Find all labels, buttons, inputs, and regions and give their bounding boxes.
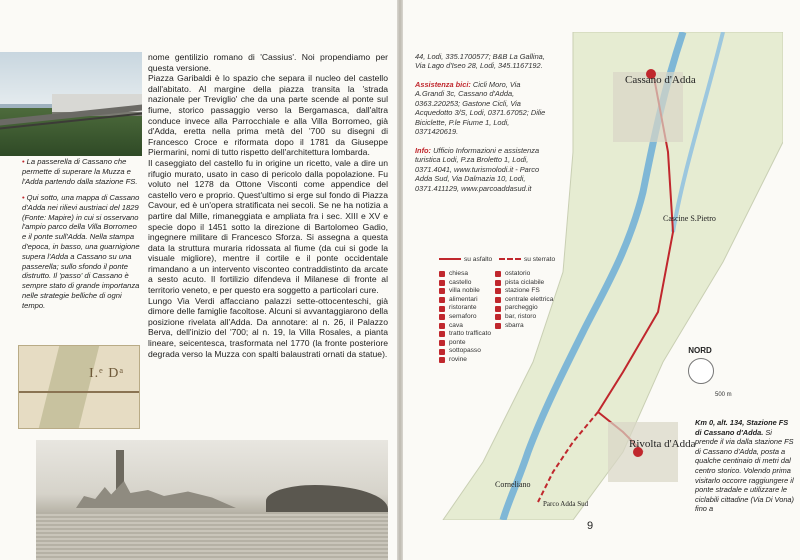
power-plant-icon xyxy=(495,297,501,303)
traffic-light-icon xyxy=(439,314,445,320)
tourist-info: Info: Ufficio Informazioni e assistenza turistica Lodi, P.za Broletto 1, Lodi, 0371.4041, www.turismolodi.it - Parco Adda Sud, Via Dalmazia 10, Lodi, 0371.411129, www.parcoaddasud.it xyxy=(415,146,540,193)
paragraph: Lungo Via Verdi affacciano palazzi sette-ottocenteschi, già dimore delle famiglie facoltose. Alcuni si avvantaggiarono della posizione rivelata all'Adda. Da annotare: al n. 26, il Palazzo Berva, dell'inizio del '700; al n. 19, la Villa Rosales, a pianta lineare, seicentesca, trasformata nel 1770 (la fronte posteriore degrada verso la Muzza con spalti balaustrati ornati da statue). xyxy=(148,295,388,359)
barrier-icon xyxy=(495,323,501,329)
bike-path-icon xyxy=(495,280,501,286)
town-label-corneliano: Corneliano xyxy=(495,480,531,489)
bullet-icon: • xyxy=(22,193,25,202)
historic-map-label: I.ᵉ Dᵃ xyxy=(89,366,125,381)
bridge-photo xyxy=(0,52,142,156)
left-page xyxy=(0,0,397,560)
paragraph: nome gentilizio romano di 'Cassius'. Noi propendiamo per questa versione. xyxy=(148,52,388,73)
paragraph: Piazza Garibaldi è lo spazio che separa il nucleo del castello dall'abitato. Al margine della piazza transita la 'strada nazionale per Treviglio' che da una parte scende al ponte sul fiume, storico passaggio verso la Bergamasca, dall'altra conduce invece alla Parrocchiale e alla Villa Borromeo, già d'Adda, eretta nella prima metà del '700 su disegni di Francesco Croce e riformata dopo il 1781 da Giuseppe Piermarini, nomi di tutto rispetto dell'architettura lombarda. xyxy=(148,73,388,158)
legend-solid: su asfalto xyxy=(439,256,492,265)
bar-icon xyxy=(495,314,501,320)
underpass-icon xyxy=(439,349,445,355)
parking-icon xyxy=(495,306,501,312)
legend-column-b: ostatorio pista ciclabile stazione FS centrale elettrica parcheggio bar, ristoro sbarra xyxy=(495,270,553,330)
bike-assistance-info: Assistenza bici: Cicli Moro, Via A.Grandi 3c, Cassano d'Adda, 0363.220253; Gastone Cicli, Via Acquedotto 3/S, Lodi, 0371.67052; Dilie Biciclette, P.le Fiume 1, Lodi, 0371420619. xyxy=(415,80,546,137)
historic-map-image xyxy=(18,345,140,429)
legend-dashed: su sterrato xyxy=(499,256,555,265)
town-label-rivolta: Rivolta d'Adda xyxy=(629,438,696,450)
grocery-icon xyxy=(439,297,445,303)
accommodation-info: 44, Lodi, 335.1700577; B&B La Gallina, Via Lago d'Iseo 28, Lodi, 345.1167192. xyxy=(415,52,545,71)
historic-engraving-image xyxy=(36,440,388,560)
town-label-cassano: Cassano d'Adda xyxy=(625,74,696,86)
paragraph: Il caseggiato del castello fu in origine un ricetto, vale a dire un rifugio murato, usato in caso di pericolo dalla popolazione. Fu voluto nel 1278 da Ottone Visconti come appendice del castello vero e proprio. Quest'ultimo si erge sul fondo di Piazza Cavour, ed è un'opera stratificata nei secoli. Se ne ha notizia a partire dal Mille, rimaneggiata e ampliata fra i sec. XIII e XV e specie dopo il 1451 sotto la direzione di Bartolomeo Gadio, ingegnere militare di Francesco Sforza. Si assegna a questa data la struttura muraria ridossata al fiume (da cui si gode la visuale migliore), mentre il cortile e il ponte occidentale rimandano a un intervento visconteo contraddistinto da arcate a sesto acuto. Il fortilizio difendeva il Milanese di fronte al territorio veneto, e per questo era soggetto a particolari cure. xyxy=(148,157,388,296)
traffic-warning-icon xyxy=(439,331,445,337)
body-text xyxy=(148,52,388,359)
photo-caption: • La passerella di Cassano che permette di superare la Muzza e l'Adda partendo dalla stazione FS. xyxy=(22,157,138,186)
train-station-icon xyxy=(495,288,501,294)
castle-icon xyxy=(439,280,445,286)
bridge-icon xyxy=(439,340,445,346)
legend-column-a: chiesa castello villa nobile alimentari ristorante semaforo cava tratto trafficato ponte sottopasso rovine xyxy=(439,270,491,365)
north-arrow: NORD xyxy=(683,346,717,392)
restaurant-icon xyxy=(439,306,445,312)
villa-icon xyxy=(439,288,445,294)
page-number: 9 xyxy=(587,520,594,532)
scale-bar: 500 m xyxy=(715,392,732,398)
compass-icon xyxy=(688,358,714,384)
bullet-icon: • xyxy=(22,157,25,166)
town-label-parco: Parco Adda Sud xyxy=(543,500,589,508)
route-description: Km 0, alt. 134, Stazione FS di Cassano d'Adda. Si prende il via dalla stazione FS di Cassano d'Adda, posta a qualche centinaio di metri dal centro storico. Volendo prima visitarlo occorre raggiungere il ponte stradale e utilizzare le ciclabili cittadine (Via Di Vona) fino a xyxy=(695,418,794,514)
town-label-cascine: Cascine S.Pietro xyxy=(663,214,716,223)
church-icon xyxy=(439,271,445,277)
oratory-icon xyxy=(495,271,501,277)
quarry-icon xyxy=(439,323,445,329)
right-page xyxy=(403,0,800,560)
map-caption: • Qui sotto, una mappa di Cassano d'Adda nei rilievi austriaci del 1829 (Fonte: Mapire) in cui si osservano l'ampio parco della Villa Borromeo e il ponte sull'Adda. Nella stampa d'epoca, in basso, una guarnigione supera l'Adda a Cassano su una passerella; sullo sfondo il ponte distrutto. Il 'passo' di Cassano è sempre stato di grande importanza nelle strategie belliche di ogni tempo. xyxy=(22,193,140,310)
ruins-icon xyxy=(439,357,445,363)
